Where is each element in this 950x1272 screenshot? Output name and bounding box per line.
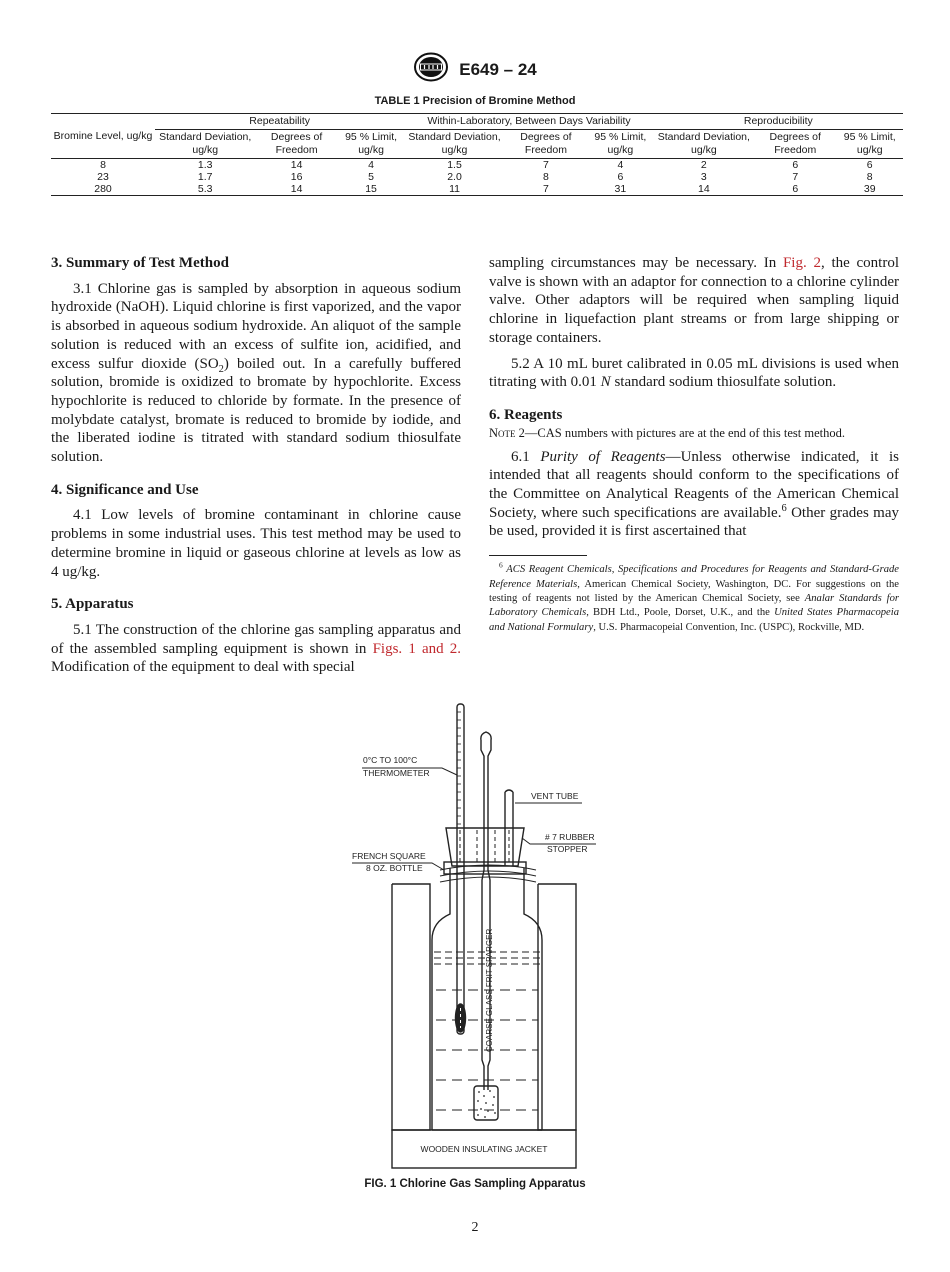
table-cell: 5.3 xyxy=(155,183,255,196)
table-cell: 4 xyxy=(368,159,374,171)
label-bottle: 8 OZ. BOTTLE xyxy=(366,863,423,873)
label-vent-tube: VENT TUBE xyxy=(531,791,579,801)
group-header: Reproducibility xyxy=(654,114,903,130)
label-stopper: STOPPER xyxy=(547,844,588,854)
table-cell: 31 xyxy=(587,183,653,196)
table-cell: 1.7 xyxy=(197,171,213,183)
table-cell: 6 xyxy=(754,183,836,196)
label-sparger: COARSE GLASS FRIT SPARGER xyxy=(485,928,494,1052)
paragraph-4-1: 4.1 Low levels of bromine contaminant in chlorine cause problems in some industrial uses. This test method may be used to determine bromine in liquid or gaseous chlorine at levels as low as 4 ug/kg. xyxy=(51,507,461,580)
table-cell: 16 xyxy=(290,171,303,183)
group-header: Within-Laboratory, Between Days Variability xyxy=(404,114,653,130)
note-2: Note 2—CAS numbers with pictures are at the end of this test method. xyxy=(489,425,845,440)
rubber-stopper xyxy=(446,828,524,866)
table-cell: 6 xyxy=(617,171,624,183)
label-stopper: # 7 RUBBER xyxy=(545,832,595,842)
section-heading: 6. Reagents xyxy=(489,406,563,423)
column-header: Degrees of Freedom xyxy=(255,130,337,159)
table-caption: TABLE 1 Precision of Bromine Method xyxy=(374,95,576,107)
section-heading: 3. Summary of Test Method xyxy=(51,255,229,271)
column-header: Standard Deviation, ug/kg xyxy=(404,130,504,159)
table-cell: 39 xyxy=(836,183,903,196)
table-cell: 7 xyxy=(543,159,549,171)
table-cell: 7 xyxy=(792,171,799,183)
astm-logo xyxy=(413,52,449,87)
table-cell: 14 xyxy=(290,159,303,171)
group-header: Repeatability xyxy=(155,114,404,130)
table-cell: 3 xyxy=(700,171,707,183)
table-cell: 6 xyxy=(792,159,799,171)
table-cell: 2.0 xyxy=(447,171,462,183)
paragraph-5-1-continued: sampling circumstances may be necessary. In Fig. 2, the control valve is shown with an adaptor for connection to a chlorine cylinder valve. Other adaptors will be required when sampling liquid chlorine in liquefaction plant streams or from large shipping or storage containers. xyxy=(489,255,899,346)
row-header: Bromine Level, ug/kg xyxy=(51,114,155,159)
insulating-jacket xyxy=(392,884,576,1168)
section-heading: 4. Significance and Use xyxy=(51,481,199,498)
table-cell: 8 xyxy=(100,159,106,171)
paragraph-3-1: 3.1 Chlorine gas is sampled by absorption in aqueous sodium hydroxide (NaOH). Liquid chlorine is first vaporized, and the vapor is absorbed in aqueous sodium hydroxide. An aliquot of the sample solution is reduced with an excess of sulfite ion, acidified, and excess sulfur dioxide $(SO_2)$ boiled out. In a carefully buffered solution, bromide is oxidized to bromate by hypochlorite. Excess hypochlorite is reduced to chloride by formate. In the presence of molybdate catalyst, bromate is reduced to bromide by iodide, and the liberated iodine is titrated with standard sodium thiosulfate solution. xyxy=(51,280,461,466)
label-thermometer: 0°C TO 100°C xyxy=(363,755,418,765)
label-bottle: FRENCH SQUARE xyxy=(352,851,426,861)
section-heading: 5. Apparatus xyxy=(51,596,134,613)
table-cell: 4 xyxy=(617,159,624,171)
left-column xyxy=(51,254,461,677)
paragraph-6-1: 6.1 Purity of Reagents—Unless otherwise indicated, it is intended that all reagents should conform to the specifications of the Committee on Analytical Reagents of the American Chemical Society, where such specifications are available.$^6$ Other grades may be used, provided it is first ascertained that xyxy=(489,448,900,540)
table-cell: 11 xyxy=(404,183,504,196)
table-cell: 2 xyxy=(700,159,707,171)
table-cell: 6 xyxy=(866,159,873,171)
table-row xyxy=(51,183,903,196)
column-header: Standard Deviation, ug/kg xyxy=(155,130,255,159)
table-cell: 15 xyxy=(338,183,404,196)
column-header: Degrees of Freedom xyxy=(505,130,587,159)
document-designation: E649 – 24 xyxy=(459,59,537,79)
table-cell: 14 xyxy=(654,183,754,196)
column-header: Standard Deviation, ug/kg xyxy=(654,130,754,159)
figure-link[interactable]: Figs. 1 and 2. xyxy=(372,640,461,657)
table-cell: 1.5 xyxy=(447,159,462,171)
column-header: Degrees of Freedom xyxy=(754,130,836,159)
right-column xyxy=(489,254,899,635)
table-row xyxy=(51,171,903,183)
column-header: 95 % Limit, ug/kg xyxy=(836,130,903,159)
table-cell: 8 xyxy=(543,171,549,183)
thermometer xyxy=(456,704,466,1034)
page-number: 2 xyxy=(471,1220,479,1235)
footnote-6: $^6$ ACS Reagent Chemicals, Specifications and Procedures for Reagents and Standard-Grade Reference Materials, American Chemical Society, Washington, DC. For suggestions on the testing of reagents not listed by the American Chemical Society, see Analar Standards for Laboratory Chemicals, BDH Ltd., Poole, Dorset, U.K., and the United States Pharmacopeia and National Formulary, U.S. Pharmacopeial Convention, Inc. (USPC), Rockville, MD. xyxy=(489,560,900,633)
column-header: 95 % Limit, ug/kg xyxy=(587,130,653,159)
figure-link[interactable]: Fig. 2 xyxy=(782,255,821,271)
figure-caption: FIG. 1 Chlorine Gas Sampling Apparatus xyxy=(364,1178,586,1190)
table-cell: 5 xyxy=(368,171,374,183)
table-cell: 280 xyxy=(51,183,155,196)
footnote-divider xyxy=(489,555,587,556)
sparger xyxy=(474,732,498,1120)
label-thermometer: THERMOMETER xyxy=(363,768,430,778)
page-header xyxy=(0,52,950,87)
paragraph-5-2: 5.2 A 10 mL buret calibrated in 0.05 mL divisions is used when titrating with 0.01 N standard sodium thiosulfate solution. xyxy=(489,355,899,391)
precision-table xyxy=(51,113,903,196)
table-cell: 14 xyxy=(255,183,337,196)
label-jacket: WOODEN INSULATING JACKET xyxy=(420,1144,548,1154)
table-cell: 7 xyxy=(505,183,587,196)
table-cell: 23 xyxy=(97,171,109,183)
paragraph-5-1: 5.1 The construction of the chlorine gas sampling apparatus and of the assembled sampling equipment is shown in Figs. 1 and 2. Modification of the equipment to deal with special xyxy=(51,621,461,676)
column-header: 95 % Limit, ug/kg xyxy=(338,130,404,159)
apparatus-diagram xyxy=(330,700,620,1180)
table-row xyxy=(51,159,903,172)
table-cell: 8 xyxy=(866,171,873,183)
table-cell: 1.3 xyxy=(197,159,213,171)
